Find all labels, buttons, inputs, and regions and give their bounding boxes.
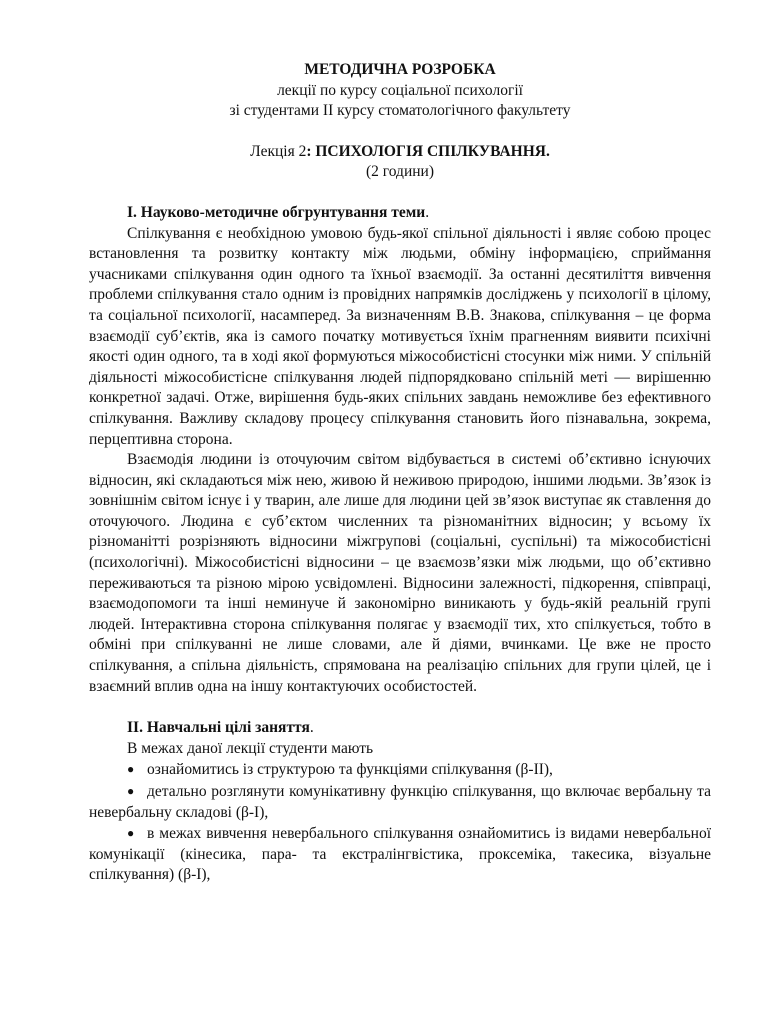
bullet-icon: ●	[127, 784, 135, 798]
title-block	[89, 60, 711, 122]
objective-text-1: ознайомитись із структурою та функціями спілкування (β-ІІ),	[147, 761, 553, 779]
section2-intro: В межах даної лекції студенти мають	[127, 739, 374, 757]
objective-text-3: в межах вивчення невербального спілкування ознайомитись із видами невербальної комунікації (кінесика, пара- та екстралінгвістика, проксеміка, такесика, візуальне спілкування) (β-І),	[89, 825, 711, 884]
section2-heading-line	[89, 718, 711, 739]
bullet-icon: ●	[127, 762, 135, 777]
lecture-title: : ПСИХОЛОГІЯ СПІЛКУВАННЯ.	[306, 142, 550, 160]
section1-heading-end: .	[425, 203, 430, 221]
objective-bullet-3	[89, 823, 711, 886]
lecture-title-line	[89, 142, 711, 163]
lecture-number: Лекція 2	[250, 142, 307, 160]
document-subtitle-line1: лекції по курсу соціальної психології	[277, 81, 523, 99]
section2-heading: ІІ. Навчальні цілі заняття	[127, 719, 310, 737]
lecture-block	[89, 142, 711, 183]
objective-bullet-1	[89, 759, 711, 781]
bullet-icon: ●	[127, 826, 135, 841]
section1-heading: І. Науково-методичне обгрунтування теми	[127, 203, 426, 221]
section1-paragraph-2: Взаємодія людини із оточуючим світом відбувається в системі об’єктивно існуючих відносин, які складаються між нею, живою й неживою природою, іншими людьми. Зв’язок із зовнішнім світом існує і у тварин, але лише для людини цей зв’язок виступає як ставлення до оточуючого. Людина є суб’єктом численних та різноманітних відносин; у всьому їх різноманітті розрізняють відносини міжгрупові (соціальні, суспільні) та міжособистісні (психологічні). Міжособистісні відносини – це взаємозв’язки між людьми, що об’єктивно переживаються та різною мірою усвідомлені. Відносини залежності, підкорення, співпраці, взаємодопомоги та інші неминуче й закономірно виникають у будь-якій реальній групі людей. Інтерактивна сторона спілкування полягає у взаємодії тих, хто спілкується, тобто в обміні при спілкуванні не лише словами, але й діями, вчинками. Це вже не просто спілкування, а спільна діяльність, спрямована на реалізацію спільних для групи цілей, це і взаємний вплив одна на іншу контактуючих особистостей.	[89, 451, 711, 695]
lecture-hours: (2 години)	[366, 163, 434, 181]
section1-paragraph-1: Спілкування є необхідною умовою будь-якої спільної діяльності і являє собою процес встановлення та розвитку контакту між людьми, обміну інформацією, сприймання учасниками спілкування один одного та їхньої взаємодії. За останні десятиліття вивчення проблеми спілкування стало одним із провідних напрямків досліджень у психології в цілому, та соціальної психології, насамперед. За визначенням В.В. Знакова, спілкування – це форма взаємодії суб’єктів, яка із самого початку мотивується їхнім прагненням виявити психічні якості один одного, та в ході якої формуються міжособистісні стосунки між ними. У спільній діяльності міжособистісне спілкування людей підпорядковано спільній меті — вирішенню конкретної задачі. Отже, вирішення будь-яких спільних завдань неможливе без ефективного спілкування. Важливу складову процесу спілкування становить його пізнавальна, зокрема, перцептивна сторона.	[89, 224, 711, 448]
document-subtitle-line2: зі студентами ІІ курсу стоматологічного факультету	[229, 102, 571, 120]
document-title: МЕТОДИЧНА РОЗРОБКА	[304, 61, 496, 78]
objective-bullet-2	[89, 781, 711, 823]
objective-text-2: детально розглянути комунікативну функцію спілкування, що включає вербальну та невербальну складові (β-І),	[89, 783, 711, 821]
section1-heading-line	[89, 203, 711, 224]
section2-heading-end: .	[309, 719, 314, 737]
